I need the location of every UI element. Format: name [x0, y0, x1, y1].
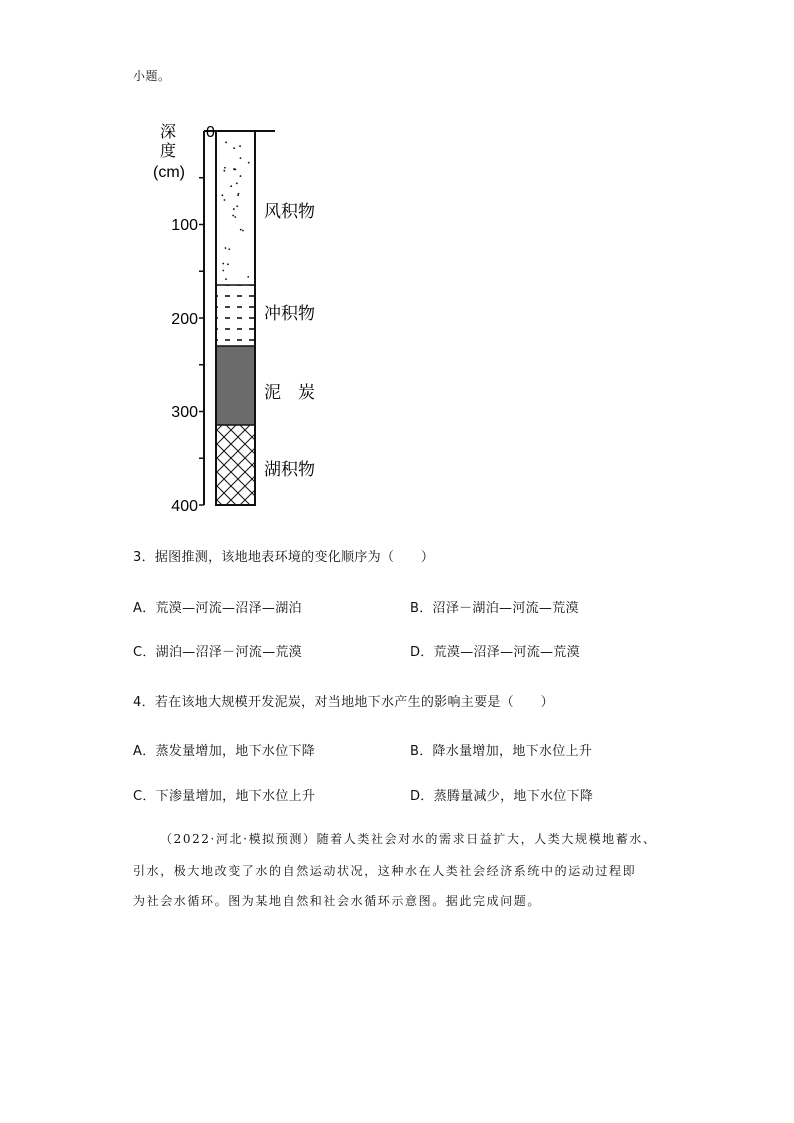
- aeolian-dot: [240, 229, 242, 231]
- aeolian-dot: [224, 167, 226, 169]
- aeolian-dot: [234, 216, 236, 218]
- aeolian-dot: [225, 247, 227, 249]
- aeolian-dot: [248, 162, 250, 164]
- column-layers: [216, 131, 255, 505]
- layer-label-aeolian: 风积物: [264, 202, 315, 222]
- passage-line-2: 引水，极大地改变了水的自然运动状况，这种水在人类社会经济系统中的运动过程即: [133, 864, 637, 878]
- layer-peat: [216, 346, 255, 425]
- question-3-option-c[interactable]: C．湖泊—沼泽－河流—荒漠: [133, 645, 302, 660]
- passage-line-3: 为社会水循环。图为某地自然和社会水循环示意图。据此完成问题。: [133, 894, 542, 908]
- question-3-option-a[interactable]: A．荒漠—河流—沼泽—湖泊: [133, 601, 302, 616]
- axis-title-line1: 深: [159, 124, 177, 141]
- aeolian-dot: [232, 215, 234, 217]
- aeolian-dot: [225, 141, 227, 143]
- aeolian-dot: [228, 248, 230, 250]
- question-4-option-c[interactable]: C．下渗量增加，地下水位上升: [133, 789, 316, 804]
- axis-title-line2: 度: [159, 143, 177, 160]
- aeolian-dot: [236, 205, 238, 207]
- question-3-stem: 3．据图推测，该地地表环境的变化顺序为（ ）: [133, 550, 435, 565]
- aeolian-dot: [233, 147, 235, 149]
- aeolian-dot: [242, 230, 244, 232]
- aeolian-dot: [247, 276, 249, 278]
- layer-alluvial: [216, 285, 255, 346]
- aeolian-dot: [230, 185, 232, 187]
- layer-label-peat: 泥 炭: [264, 383, 315, 403]
- aeolian-dot: [224, 199, 226, 201]
- layer-aeolian: [216, 131, 255, 285]
- question-3-option-b[interactable]: B．沼泽－湖泊—河流—荒漠: [410, 601, 579, 616]
- top-fragment: 小题。: [133, 69, 171, 83]
- tick-label-300: 300: [171, 404, 198, 421]
- aeolian-dot: [222, 270, 224, 272]
- layer-label-alluvial: 冲积物: [264, 304, 315, 324]
- tick-label-400: 400: [171, 498, 198, 515]
- aeolian-dot: [236, 182, 238, 184]
- aeolian-dot: [240, 175, 242, 177]
- question-4-option-d[interactable]: D．蒸腾量减少，地下水位下降: [410, 789, 594, 804]
- tick-label-0: 0: [206, 124, 215, 141]
- passage-line-1: （2022·河北·模拟预测）随着人类社会对水的需求日益扩大，人类大规模地蓄水、: [160, 832, 657, 846]
- question-4-option-b[interactable]: B．降水量增加，地下水位上升: [410, 744, 593, 759]
- aeolian-dot: [225, 278, 227, 280]
- aeolian-dot: [240, 157, 242, 159]
- aeolian-dot: [223, 170, 225, 172]
- aeolian-dot: [222, 263, 224, 265]
- layer-label-lacustrine: 湖积物: [264, 460, 315, 480]
- question-3-option-d[interactable]: D．荒漠—沼泽—河流—荒漠: [410, 645, 580, 660]
- tick-label-200: 200: [171, 311, 198, 328]
- layer-lacustrine: [216, 426, 255, 505]
- question-4-option-a[interactable]: A．蒸发量增加，地下水位下降: [133, 744, 316, 759]
- axis-unit: (cm): [153, 164, 185, 181]
- aeolian-dot: [233, 208, 235, 210]
- aeolian-dot: [234, 169, 236, 171]
- aeolian-dot: [227, 263, 229, 265]
- question-4-stem: 4．若在该地大规模开发泥炭，对当地地下水产生的影响主要是（ ）: [133, 695, 554, 710]
- tick-label-100: 100: [171, 217, 198, 234]
- stratigraphic-column-figure: [140, 115, 340, 515]
- aeolian-dot: [239, 145, 241, 147]
- aeolian-dot: [221, 194, 223, 196]
- aeolian-dot: [238, 193, 240, 195]
